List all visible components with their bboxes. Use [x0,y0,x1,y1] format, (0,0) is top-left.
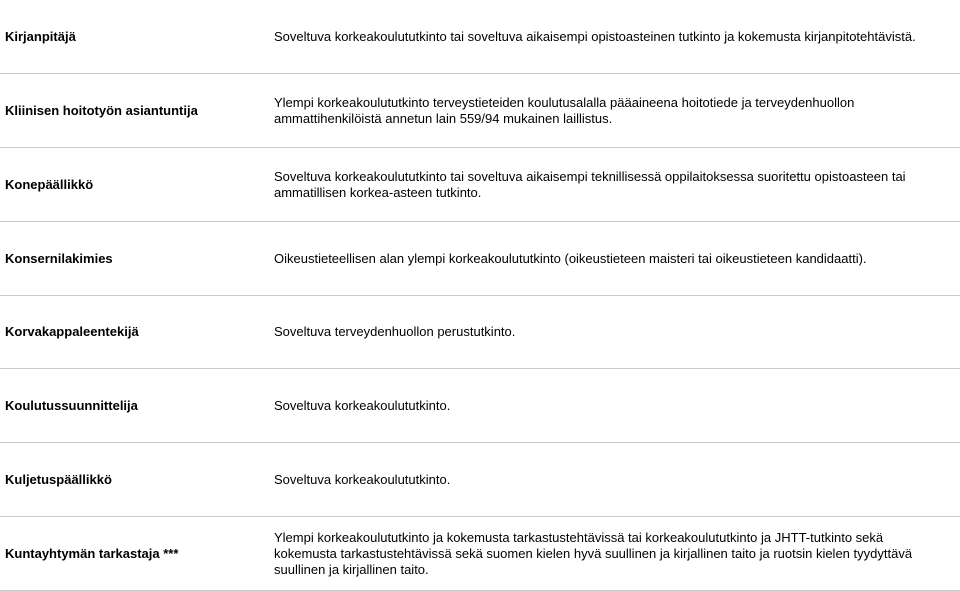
job-title: Kuljetuspäällikkö [5,471,112,487]
job-title: Konsernilakimies [5,250,113,266]
job-title: Konepäällikkö [5,176,94,192]
qualification-description: Oikeustieteellisen alan ylempi korkeakoulututkinto (oikeustieteen maisteri tai oikeustieteen kandidaatti). [274,250,867,266]
table-row [0,0,960,74]
table-row [0,369,960,443]
table-row [0,222,960,296]
job-title: Kliinisen hoitotyön asiantuntija [5,102,198,118]
table-row [0,296,960,369]
qualification-description: Soveltuva korkeakoulututkinto. [274,471,451,487]
table-row [0,443,960,517]
table-row [0,517,960,591]
qualification-description: Soveltuva korkeakoulututkinto tai soveltuva aikaisempi opistoasteinen tutkinto ja kokemusta kirjanpitotehtävistä. [274,28,916,44]
job-title: Koulutussuunnittelija [5,397,138,413]
qualification-description: Ylempi korkeakoulututkinto ja kokemusta tarkastustehtävissä tai korkeakoulututkinto ja JHTT-tutkinto sekä kokemusta tarkastustehtävissä sekä suomen kielen hyvä suullinen ja kirjallinen taito ja ruotsin kielen tyydyttävä suullinen ja kirjallinen taito. [274,529,913,577]
qualification-description: Soveltuva terveydenhuollon perustutkinto. [274,324,516,339]
job-title: Kuntayhtymän tarkastaja *** [5,545,179,561]
job-title: Kirjanpitäjä [5,28,76,44]
table-row [0,148,960,222]
table-row [0,74,960,148]
qualification-description: Ylempi korkeakoulututkinto terveystieteiden koulutusalalla pääaineena hoitotiede ja terveydenhuollon ammattihenkilöistä annetun lain 559/94 mukainen laillistus. [274,94,855,126]
qualification-description: Soveltuva korkeakoulututkinto tai soveltuva aikaisempi teknillisessä oppilaitoksessa suoritettu opistoasteen tai ammatillisen korkea-asteen tutkinto. [274,168,906,200]
qualification-description: Soveltuva korkeakoulututkinto. [274,397,451,413]
job-title: Korvakappaleentekijä [5,324,139,339]
